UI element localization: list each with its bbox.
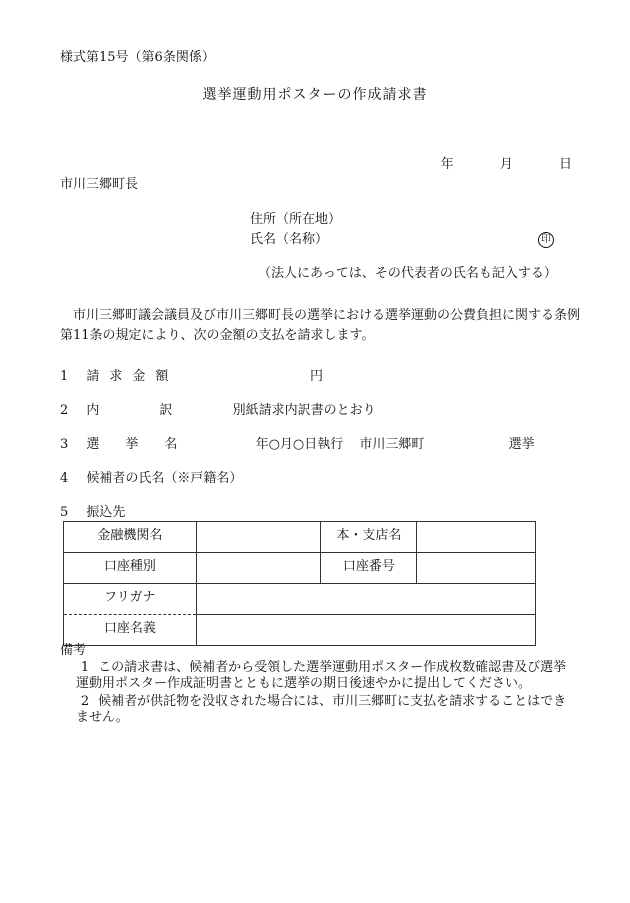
item-number: 1 (60, 369, 69, 384)
bank-table (63, 521, 536, 646)
item-number: 5 (60, 505, 69, 520)
branch-label: 本・支店名 (321, 522, 417, 553)
seal-mark: 印 (538, 232, 554, 248)
account-type-field[interactable] (196, 553, 321, 584)
recipient: 市川三郷町長 (60, 177, 139, 192)
item-breakdown (60, 403, 376, 419)
institution-field[interactable] (196, 522, 321, 553)
item-label: 候補者の氏名（※戸籍名） (86, 471, 243, 486)
date-line (399, 157, 572, 173)
account-name-field[interactable] (196, 615, 535, 646)
account-name-label: 口座名義 (64, 615, 197, 646)
breakdown-value: 別紙請求内訳書のとおり (232, 403, 376, 418)
remark-item (76, 660, 576, 692)
remark-text: この請求書は、候補者から受領した選挙運動用ポスター作成枚数確認書及び選挙運動用ポスター作成証明書とともに選挙の期日後速やかに提出してください。 (76, 660, 567, 691)
yen-unit: 円 (310, 369, 324, 384)
furigana-label: フリガナ (64, 584, 197, 615)
item-transfer (60, 505, 125, 521)
item-amount (60, 369, 324, 385)
item-number: 2 (60, 403, 69, 418)
election-date: 年○月○日執行 (255, 437, 344, 452)
table-row (64, 553, 536, 584)
table-row (64, 522, 536, 553)
item-label: 請求金額 (86, 369, 179, 384)
name-label: 氏名（名称） (250, 232, 329, 247)
remark-item (76, 694, 576, 726)
item-label: 振込先 (86, 505, 126, 520)
date-year: 年 (440, 157, 454, 172)
remark-number: 2 (80, 694, 90, 709)
election-suffix: 選挙 (508, 437, 535, 452)
account-type-label: 口座種別 (64, 553, 197, 584)
remarks-heading: 備考 (60, 643, 87, 658)
corporate-note: （法人にあっては、その代表者の氏名も記入する） (258, 266, 557, 281)
table-row (64, 615, 536, 646)
item-label: 選挙名 (86, 437, 204, 452)
item-label: 内訳 (86, 403, 233, 418)
remark-text: 候補者が供託物を没収された場合には、市川三郷町に支払を請求することはできません。 (76, 694, 567, 725)
form-number: 様式第15号（第6条関係） (60, 50, 215, 65)
branch-field[interactable] (417, 522, 536, 553)
item-candidate (60, 471, 242, 487)
item-election (60, 437, 535, 453)
request-paragraph: 市川三郷町議会議員及び市川三郷町長の選挙における選挙運動の公費負担に関する条例第11条の規定により、次の金額の支払を請求します。 (60, 308, 581, 343)
election-town: 市川三郷町 (359, 437, 425, 452)
furigana-field[interactable] (196, 584, 535, 615)
institution-label: 金融機関名 (64, 522, 197, 553)
address-label: 住所（所在地） (250, 212, 342, 227)
date-day: 日 (558, 157, 572, 172)
date-month: 月 (499, 157, 513, 172)
item-number: 4 (60, 471, 69, 486)
table-row (64, 584, 536, 615)
remark-number: 1 (80, 660, 90, 675)
item-number: 3 (60, 437, 69, 452)
account-number-field[interactable] (417, 553, 536, 584)
page-title: 選挙運動用ポスターの作成請求書 (202, 87, 428, 103)
account-number-label: 口座番号 (321, 553, 417, 584)
